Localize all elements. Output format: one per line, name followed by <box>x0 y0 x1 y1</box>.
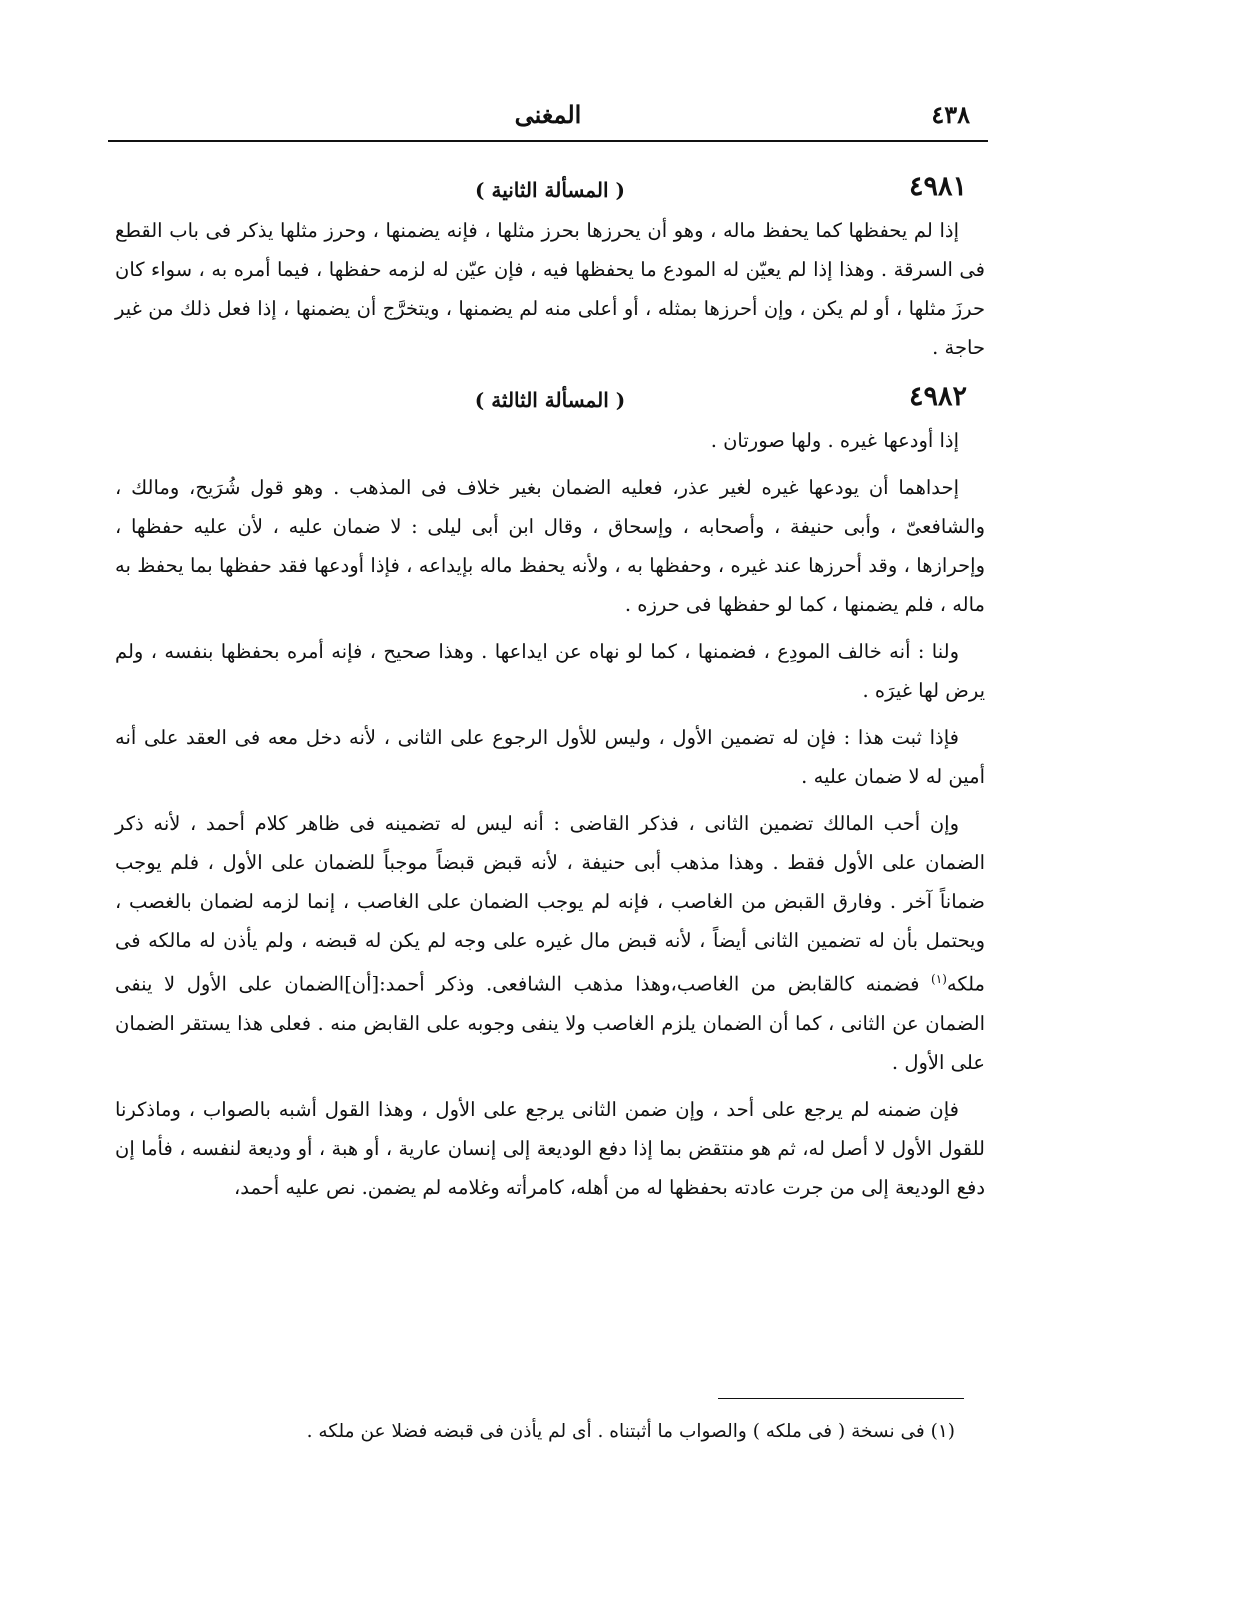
section-number: ٤٩٨١ <box>908 171 967 202</box>
page-number: ٤٣٨ <box>931 100 970 129</box>
section-number: ٤٩٨٢ <box>908 381 967 412</box>
footnote-marker: (١) <box>931 972 947 986</box>
section-heading <box>115 375 985 421</box>
section-heading <box>115 165 985 211</box>
footnote: (١) فى نسخة ( فى ملكه ) والصواب ما أثبتناه . أى لم يأذن فى قبضه فضلا عن ملكه . <box>306 1421 955 1442</box>
header-rule <box>108 140 988 142</box>
page-body <box>115 165 985 1215</box>
page-header <box>108 98 988 138</box>
paragraph: فإن ضمنه لم يرجع على أحد ، وإن ضمن الثانى يرجع على الأول ، وهذا القول أشبه بالصواب ، وماذكرنا للقول الأول لا أصل له، ثم هو منتقض بما إذا دفع الوديعة إلى إنسان عارية ، أو هبة ، أو وديعة لنفسه ، فأما إن دفع الوديعة إلى من جرت عادته بحفظها له من أهله، كامرأته وغلامه لم يضمن. نص عليه أحمد، <box>115 1097 985 1199</box>
paragraph: فإذا ثبت هذا : فإن له تضمين الأول ، وليس للأول الرجوع على الثانى ، لأنه دخل معه فى العقد على أنه أمين له لا ضمان عليه . <box>115 726 985 788</box>
paragraph-with-note <box>115 804 985 1082</box>
paragraph: ولنا : أنه خالف المودِع ، فضمنها ، كما لو نهاه عن ايداعها . وهذا صحيح ، فإنه أمره بحفظها بنفسه ، ولم يرض لها غيرَه . <box>115 640 985 702</box>
paragraph: إذا لم يحفظها كما يحفظ ماله ، وهو أن يحرزها بحرز مثلها ، فإنه يضمنها ، وحرز مثلها يذكر فى باب القطع فى السرقة . وهذا إذا لم يعيّن له المودع ما يحفظها فيه ، فإن عيّن له لزمه حفظها ، فيما أمره به ، سواء كان حرزَ مثلها ، أو لم يكن ، وإن أحرزها بمثله ، أو أعلى منه لم يضمنها ، ويتخرَّج أن يضمنها ، إذا فعل ذلك من غير حاجة . <box>115 219 985 359</box>
footnote-rule <box>718 1398 964 1399</box>
paragraph-text: فضمنه كالقابض من الغاصب،وهذا مذهب الشافعى. وذكر أحمد:[أن]الضمان على الأول لا ينفى الضمان عن الثانى ، كما أن الضمان يلزم الغاصب ولا ينفى وجوبه على القابض منه . فعلى هذا يستقر الضمان على الأول . <box>115 972 985 1074</box>
section-title: ( المسألة الثانية ) <box>475 178 625 202</box>
running-title: المغنى <box>514 100 582 129</box>
paragraph: إحداهما أن يودعها غيره لغير عذر، فعليه الضمان بغير خلاف فى المذهب . وهو قول شُرَيح، ومالك ، والشافعىّ ، وأبى حنيفة ، وأصحابه ، وإسحاق ، وقال ابن أبى ليلى : لا ضمان عليه ، لأن عليه حفظها ، وإحرازها ، وقد أحرزها عند غيره ، وحفظها به ، ولأنه يحفظ ماله بإيداعه ، فإذا أودعها فقد حفظها بما يحفظ به ماله ، فلم يضمنها ، كما لو حفظها فى حرزه . <box>115 476 985 616</box>
section-title: ( المسألة الثالثة ) <box>474 388 626 412</box>
paragraph-text: وإن أحب المالك تضمين الثانى ، فذكر القاضى : أنه ليس له تضمينه فى ظاهر كلام أحمد ، لأنه ذكر الضمان على الأول فقط . وهذا مذهب أبى حنيفة ، لأنه قبض قبضاً موجباً للضمان على الأول ، فلم يوجب ضماناً آخر . وفارق القبض من الغاصب ، فإنه لم يوجب الضمان على الغاصب ، إنما لزمه لضمان بالغصب ، ويحتمل بأن له تضمين الثانى أيضاً ، لأنه قبض مال غيره على وجه لم يكن له قبضه ، ولم يأذن له مالكه فى ملكه <box>115 812 985 996</box>
paragraph: إذا أودعها غيره . ولها صورتان . <box>710 429 959 452</box>
